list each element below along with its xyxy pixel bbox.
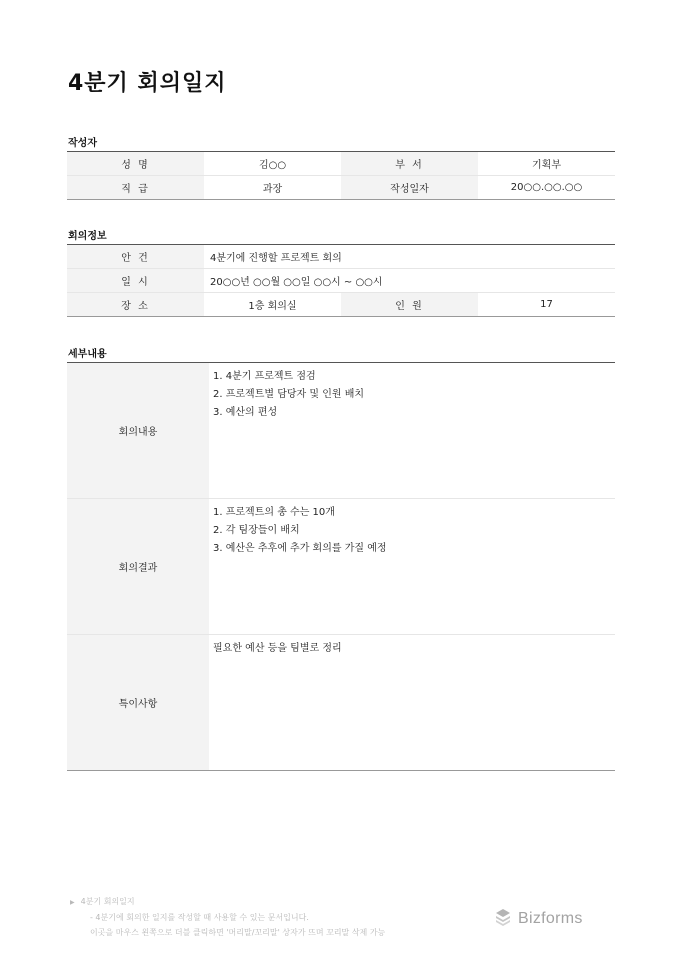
table-row (67, 152, 615, 176)
footer-title: ▶ 4분기 회의일지 (70, 897, 135, 906)
list-item: 3. 예산의 편성 (213, 407, 278, 418)
department-label: 부 서 (341, 152, 478, 176)
table-row (67, 635, 615, 771)
table-row (67, 363, 615, 499)
section-label-meeting-info: 회의정보 (68, 231, 107, 242)
section-label-author: 작성자 (68, 138, 97, 149)
table-row (67, 245, 615, 269)
agenda-value: 4분기에 진행할 프로젝트 회의 (204, 245, 615, 269)
name-label: 성 명 (67, 152, 204, 176)
table-row (67, 499, 615, 635)
meeting-content-label: 회의내용 (67, 363, 209, 499)
meeting-result-value (209, 499, 615, 635)
special-notes-label: 특이사항 (67, 635, 209, 771)
page-footer[interactable] (70, 894, 385, 940)
place-value: 1층 회의실 (248, 301, 297, 312)
list-item: 3. 예산은 추후에 추가 회의를 가질 예정 (213, 543, 387, 554)
date-value: 20○○.○○.○○ (510, 182, 583, 193)
meeting-info-table (67, 244, 615, 317)
footer-description: - 4분기에 회의한 일지를 작성할 때 사용할 수 있는 문서입니다. (90, 913, 309, 922)
brand-name: Bizforms (518, 910, 583, 927)
agenda-label: 안 건 (67, 245, 204, 269)
list-item: 2. 프로젝트별 담당자 및 인원 배치 (213, 389, 365, 400)
attendees-value: 17 (540, 299, 553, 310)
list-item: 1. 프로젝트의 총 수는 10개 (213, 507, 335, 518)
bizforms-logo-icon (494, 908, 512, 930)
date-label: 작성일자 (341, 176, 478, 200)
special-notes-value (209, 635, 615, 771)
datetime-value: 20○○년 ○○월 ○○일 ○○시 ~ ○○시 (204, 269, 615, 293)
department-value: 기획부 (478, 152, 615, 176)
list-item: 2. 각 팀장들이 배치 (213, 525, 300, 536)
table-row (67, 293, 615, 317)
meeting-result-label: 회의결과 (67, 499, 209, 635)
attendees-label: 인 원 (341, 293, 478, 317)
section-label-details: 세부내용 (68, 349, 107, 360)
footer-instruction: 이곳을 마우스 왼쪽으로 더블 클릭하면 '머리말/꼬리말' 상자가 뜨며 꼬리말 삭제 가능 (90, 928, 386, 937)
meeting-content-value (209, 363, 615, 499)
author-table (67, 151, 615, 200)
position-label: 직 급 (67, 176, 204, 200)
place-label: 장 소 (67, 293, 204, 317)
list-item: 1. 4분기 프로젝트 점검 (213, 371, 316, 382)
name-value: 김○○ (204, 152, 341, 176)
table-row (67, 176, 615, 200)
datetime-label: 일 시 (67, 269, 204, 293)
triangle-bullet-icon: ▶ (70, 899, 75, 906)
list-item: 필요한 예산 등을 팀별로 정리 (213, 643, 342, 654)
position-value: 과장 (262, 184, 283, 195)
table-row (67, 269, 615, 293)
document-title: 4분기 회의일지 (68, 71, 227, 96)
brand-logo (494, 908, 583, 930)
details-table (67, 362, 615, 771)
